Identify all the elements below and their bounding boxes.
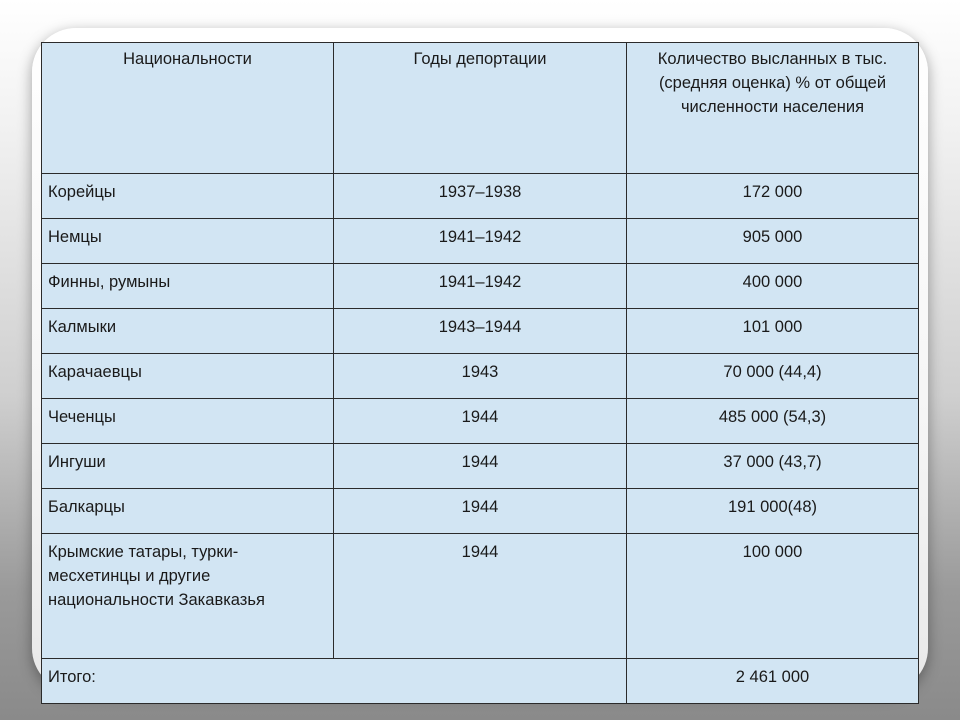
cell-years: 1941–1942 xyxy=(334,219,627,264)
cell-count: 172 000 xyxy=(627,174,919,219)
cell-nationality: Карачаевцы xyxy=(42,354,334,399)
table-row xyxy=(42,219,919,264)
cell-count: 70 000 (44,4) xyxy=(627,354,919,399)
header-count xyxy=(627,43,919,174)
cell-nationality: Финны, румыны xyxy=(42,264,334,309)
cell-nationality: Балкарцы xyxy=(42,489,334,534)
header-years-label: Годы депортации xyxy=(413,50,547,68)
table-row xyxy=(42,264,919,309)
cell-nationality: Ингуши xyxy=(42,444,334,489)
table-row xyxy=(42,444,919,489)
cell-count: 37 000 (43,7) xyxy=(627,444,919,489)
table-row xyxy=(42,489,919,534)
cell-count: 191 000(48) xyxy=(627,489,919,534)
cell-nationality: Корейцы xyxy=(42,174,334,219)
cell-count: 905 000 xyxy=(627,219,919,264)
header-years xyxy=(334,43,627,174)
header-nationalities-label: Национальности xyxy=(123,50,252,68)
cell-count: 100 000 xyxy=(627,534,919,659)
cell-count: 485 000 (54,3) xyxy=(627,399,919,444)
cell-years: 1943–1944 xyxy=(334,309,627,354)
table-row xyxy=(42,174,919,219)
table-header-row xyxy=(42,43,919,174)
table-row xyxy=(42,399,919,444)
cell-years: 1941–1942 xyxy=(334,264,627,309)
table-row xyxy=(42,534,919,659)
deportation-table xyxy=(41,42,919,704)
table-row xyxy=(42,354,919,399)
cell-count: 400 000 xyxy=(627,264,919,309)
cell-count: 101 000 xyxy=(627,309,919,354)
cell-years: 1937–1938 xyxy=(334,174,627,219)
header-nationalities xyxy=(42,43,334,174)
cell-years: 1944 xyxy=(334,444,627,489)
table-total-row xyxy=(42,659,919,704)
total-count: 2 461 000 xyxy=(627,659,919,704)
cell-years: 1944 xyxy=(334,534,627,659)
header-count-label: Количество высланных в тыс. (средняя оценка) % от общей численности населения xyxy=(657,50,888,116)
table-row xyxy=(42,309,919,354)
cell-years: 1943 xyxy=(334,354,627,399)
cell-years: 1944 xyxy=(334,489,627,534)
total-label: Итого: xyxy=(42,659,627,704)
cell-nationality: Чеченцы xyxy=(42,399,334,444)
cell-nationality: Калмыки xyxy=(42,309,334,354)
cell-nationality: Крымские татары, турки-месхетинцы и другие национальности Закавказья xyxy=(42,534,334,659)
cell-years: 1944 xyxy=(334,399,627,444)
cell-nationality: Немцы xyxy=(42,219,334,264)
